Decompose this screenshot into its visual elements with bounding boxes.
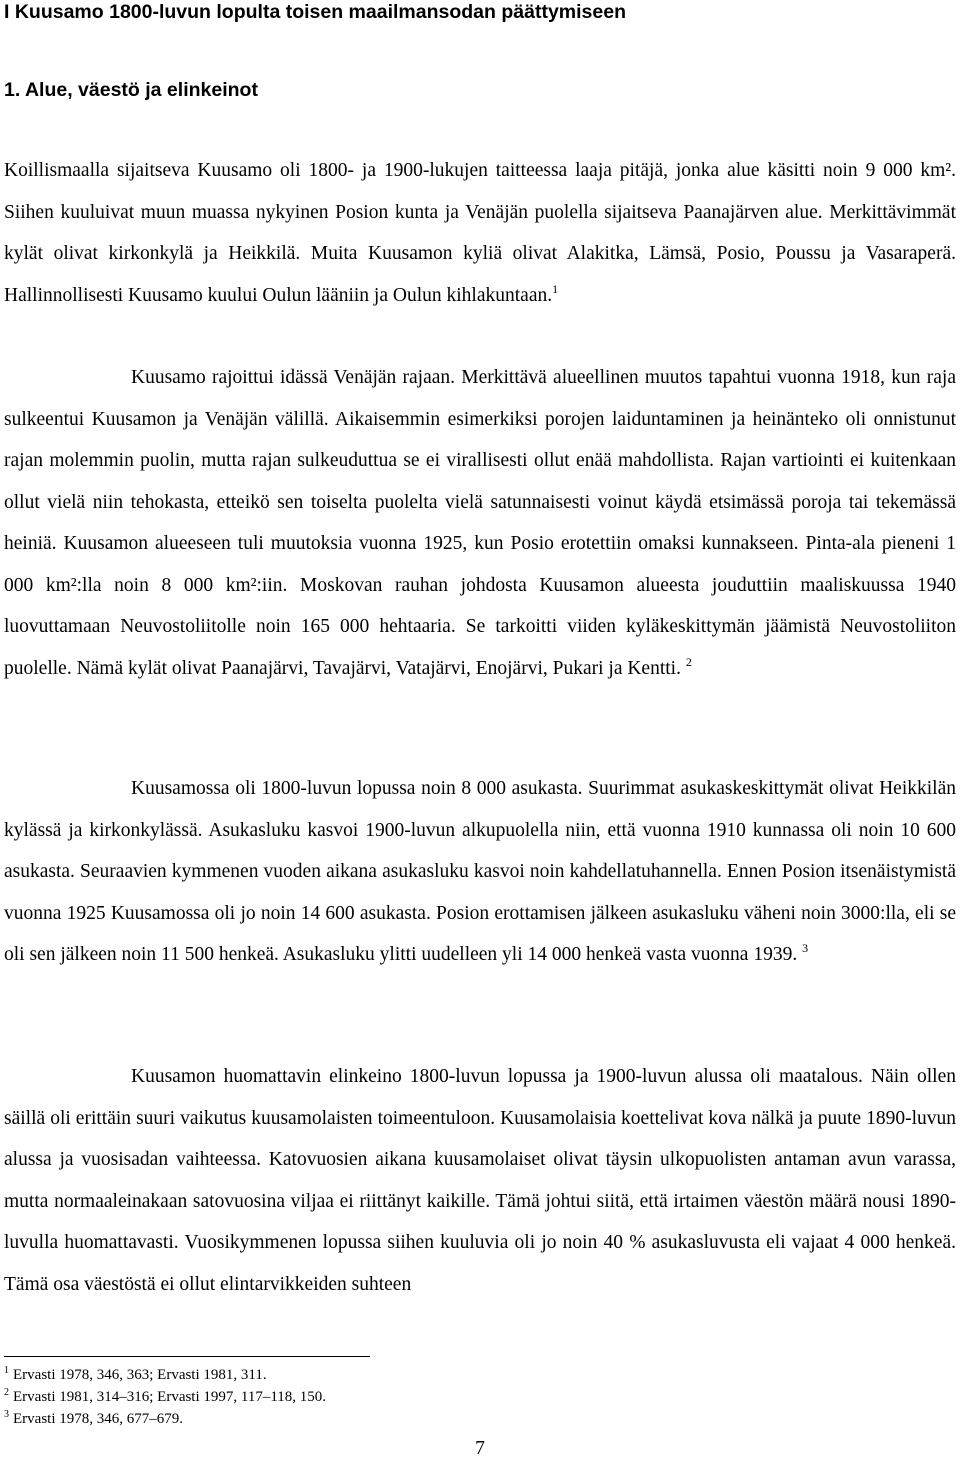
footnote-text: Ervasti 1978, 346, 363; Ervasti 1981, 311. bbox=[13, 1367, 267, 1383]
footnote-ref[interactable]: 1 bbox=[552, 281, 559, 296]
footnote-number: 1 bbox=[4, 1365, 9, 1376]
footnote-number: 2 bbox=[4, 1387, 9, 1398]
paragraph-text: Kuusamon huomattavin elinkeino 1800-luvun lopussa ja 1900-luvun alussa oli maatalous. Näin ollen säillä oli erittäin suuri vaikutus kuusamolaisten toimeentuloon. Kuusamolaisia koettelivat kova nälkä ja puute 1890-luvun alussa ja vuosisadan vaihteessa. Katovuosien aikana kuusamolaiset olivat täysin ulkopuolisten antaman avun varassa, mutta normaaleinakaan satovuosina viljaa ei riittänyt kaikille. Tämä johtui siitä, että irtaimen väestön määrä nousi 1890-luvulla huomattavasti. Vuosikymmenen lopussa siihen kuuluvia oli jo noin 40 % asukasluvusta eli vajaat 4 000 henkeä. Tämä osa väestöstä ei ollut elintarvikkeiden suhteen bbox=[4, 1066, 956, 1295]
footnote-item bbox=[4, 1364, 326, 1386]
section-title: 1. Alue, väestö ja elinkeinot bbox=[4, 79, 258, 101]
footnote-item bbox=[4, 1408, 326, 1430]
footnote-divider bbox=[4, 1356, 370, 1357]
footnote-item bbox=[4, 1386, 326, 1408]
paragraph-population bbox=[4, 768, 956, 976]
footnote-text: Ervasti 1981, 314–316; Ervasti 1997, 117–118, 150. bbox=[13, 1389, 327, 1405]
chapter-title: I Kuusamo 1800-luvun lopulta toisen maailmansodan päättymiseen bbox=[4, 1, 626, 23]
paragraph-text: Kuusamossa oli 1800-luvun lopussa noin 8 000 asukasta. Suurimmat asukaskeskittymät olivat Heikkilän kylässä ja kirkonkylässä. Asukasluku kasvoi 1900-luvun alkupuolella niin, että vuonna 1910 kunnassa oli noin 10 600 asukasta. Seuraavien kymmenen vuoden aikana asukasluku kasvoi noin kahdellatuhannella. Ennen Posion itsenäistymistä vuonna 1925 Kuusamossa oli jo noin 14 600 asukasta. Posion erottamisen jälkeen asukasluku väheni noin 3000:lla, eli se oli sen jälkeen noin 11 500 henkeä. Asukasluku ylitti uudelleen yli 14 000 henkeä vasta vuonna 1939. bbox=[4, 778, 956, 965]
paragraph-area bbox=[4, 150, 956, 316]
paragraph-text: Koillismaalla sijaitseva Kuusamo oli 1800- ja 1900-lukujen taitteessa laaja pitäjä, jonka alue käsitti noin 9 000 km². Siihen kuuluivat muun muassa nykyinen Posion kunta ja Venäjän puolella sijaitseva Paanajärven alue. Merkittävimmät kylät olivat kirkonkylä ja Heikkilä. Muita Kuusamon kyliä olivat Alakitka, Lämsä, Posio, Poussu ja Vasaraperä. Hallinnollisesti Kuusamo kuului Oulun lääniin ja Oulun kihlakuntaan. bbox=[4, 160, 956, 306]
page-number: 7 bbox=[475, 1438, 485, 1459]
footnote-text: Ervasti 1978, 346, 677–679. bbox=[13, 1411, 183, 1427]
footnote-ref[interactable]: 2 bbox=[685, 654, 692, 669]
paragraph-border bbox=[4, 357, 956, 689]
footnote-list bbox=[4, 1364, 326, 1430]
footnote-ref[interactable]: 3 bbox=[802, 941, 809, 955]
footnote-number: 3 bbox=[4, 1409, 9, 1420]
paragraph-livelihood bbox=[4, 1056, 956, 1305]
paragraph-text: Kuusamo rajoittui idässä Venäjän rajaan. Merkittävä alueellinen muutos tapahtui vuonna 1918, kun raja sulkeentui Kuusamon ja Venäjän välillä. Aikaisemmin esimerkiksi porojen laiduntaminen ja heinänteko oli onnistunut rajan molemmin puolin, mutta rajan sulkeuduttua se ei virallisesti ollut enää mahdollista. Rajan vartiointi ei kuitenkaan ollut vielä niin tehokasta, etteikö sen toiselta puolelta vielä satunnaisesti voinut käydä etsimässä poroja tai tekemässä heiniä. Kuusamon alueeseen tuli muutoksia vuonna 1925, kun Posio erotettiin omaksi kunnakseen. Pinta-ala pieneni 1 000 km²:lla noin 8 000 km²:iin. Moskovan rauhan johdosta Kuusamon alueesta jouduttiin maaliskuussa 1940 luovuttamaan Neuvostoliitolle noin 165 000 hehtaaria. Se tarkoitti viiden kyläkeskittymän jäämistä Neuvostoliiton puolelle. Nämä kylät olivat Paanajärvi, Tavajärvi, Vatajärvi, Enojärvi, Pukari ja Kentti. bbox=[4, 367, 956, 679]
